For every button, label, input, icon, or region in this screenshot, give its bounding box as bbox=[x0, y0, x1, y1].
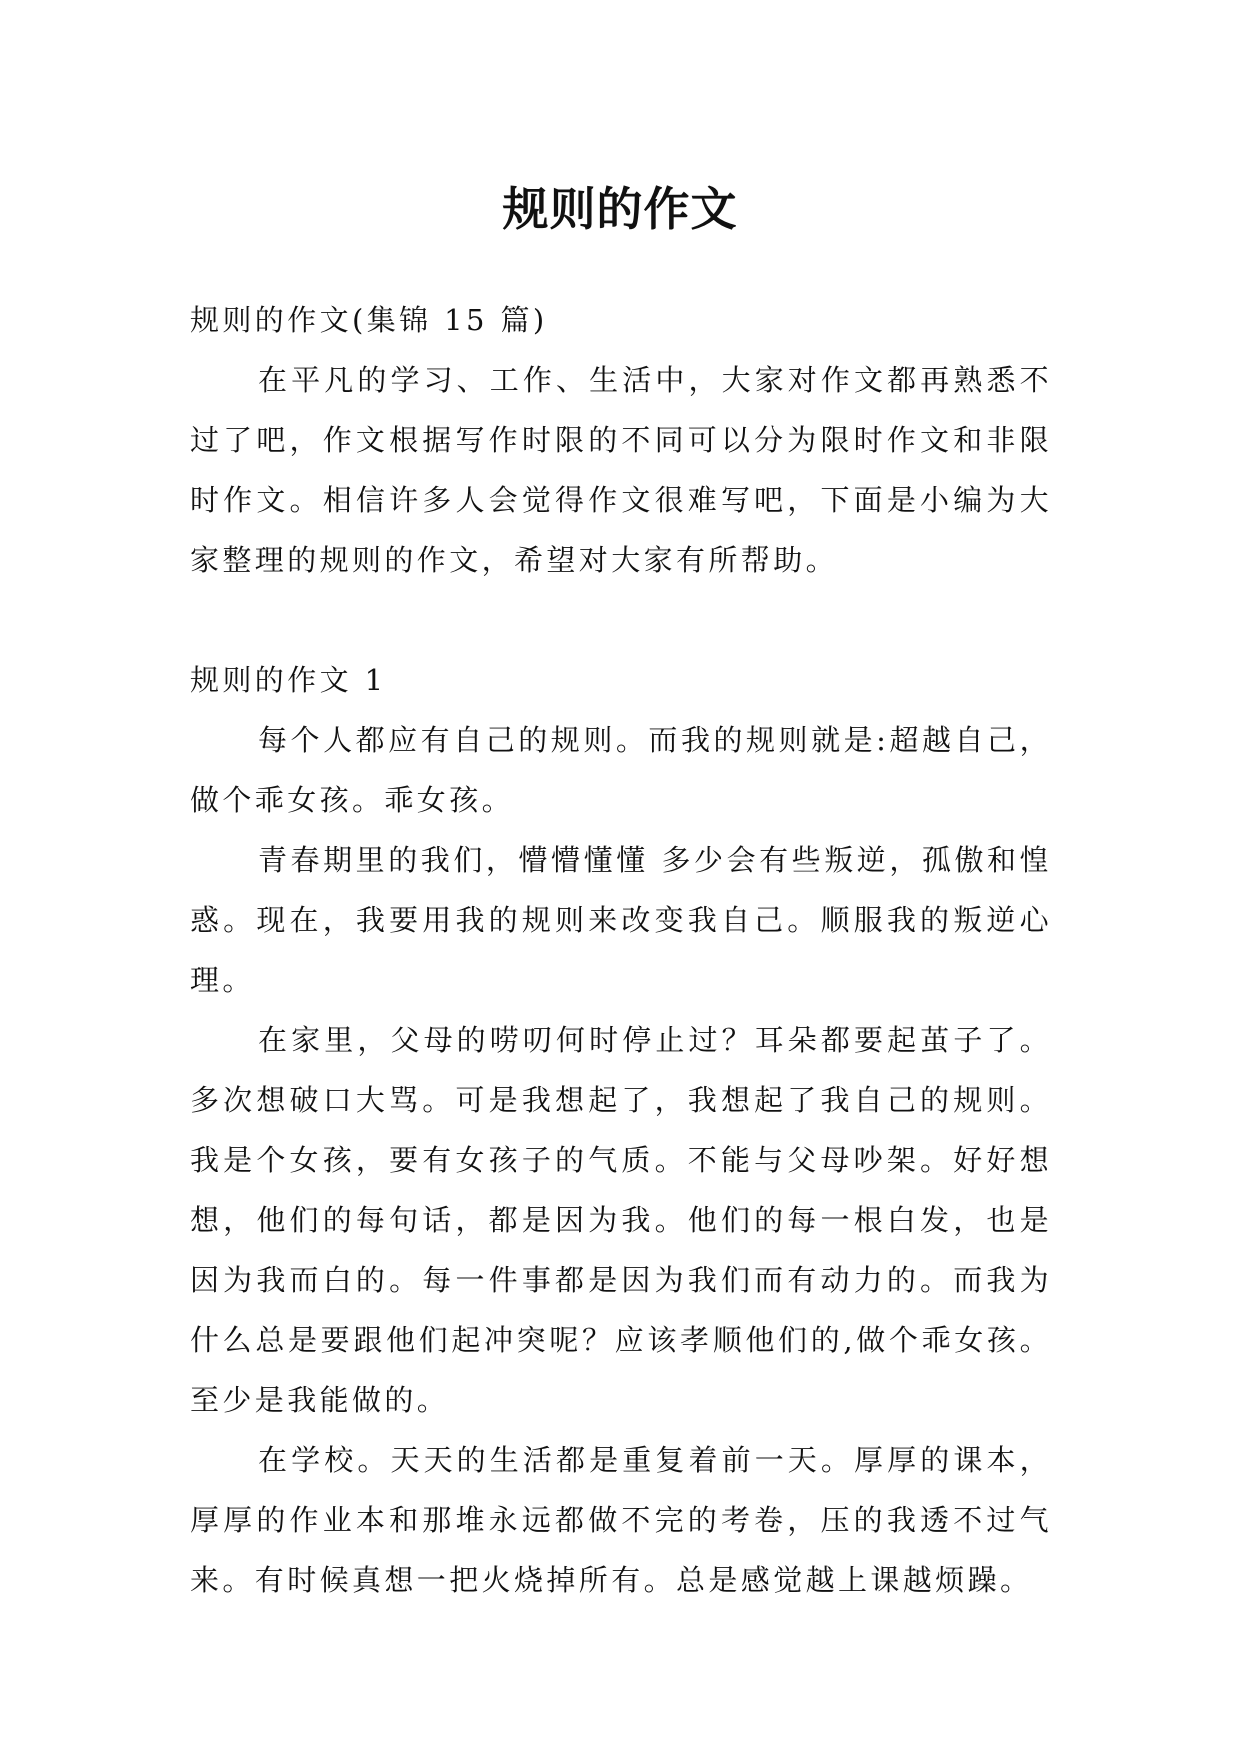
intro-paragraph: 在平凡的学习、工作、生活中，大家对作文都再熟悉不过了吧，作文根据写作时限的不同可以分为限时作文和非限时作文。相信许多人会觉得作文很难写吧，下面是小编为大家整理的规则的作文，希望对大家有所帮助。 bbox=[190, 363, 1052, 577]
document-subtitle: 规则的作文(集锦 15 篇) bbox=[190, 303, 548, 337]
document-title: 规则的作文 bbox=[502, 181, 738, 236]
document-body bbox=[190, 290, 1052, 1610]
section-paragraph: 青春期里的我们，懵懵懂懂 多少会有些叛逆，孤傲和惶惑。现在，我要用我的规则来改变我自己。顺服我的叛逆心理。 bbox=[190, 843, 1052, 997]
section-paragraph: 在家里，父母的唠叨何时停止过？耳朵都要起茧子了。多次想破口大骂。可是我想起了，我想起了我自己的规则。我是个女孩，要有女孩子的气质。不能与父母吵架。好好想想，他们的每句话，都是因为我。他们的每一根白发，也是因为我而白的。每一件事都是因为我们而有动力的。而我为什么总是要跟他们起冲突呢？应该孝顺他们的,做个乖女孩。至少是我能做的。 bbox=[190, 1023, 1052, 1417]
section-paragraph: 在学校。天天的生活都是重复着前一天。厚厚的课本，厚厚的作业本和那堆永远都做不完的考卷，压的我透不过气来。有时候真想一把火烧掉所有。总是感觉越上课越烦躁。 bbox=[190, 1443, 1052, 1597]
section-heading: 规则的作文 1 bbox=[190, 663, 387, 697]
section-paragraph: 每个人都应有自己的规则。而我的规则就是:超越自己，做个乖女孩。乖女孩。 bbox=[190, 723, 1052, 817]
section-spacer bbox=[190, 590, 1052, 650]
